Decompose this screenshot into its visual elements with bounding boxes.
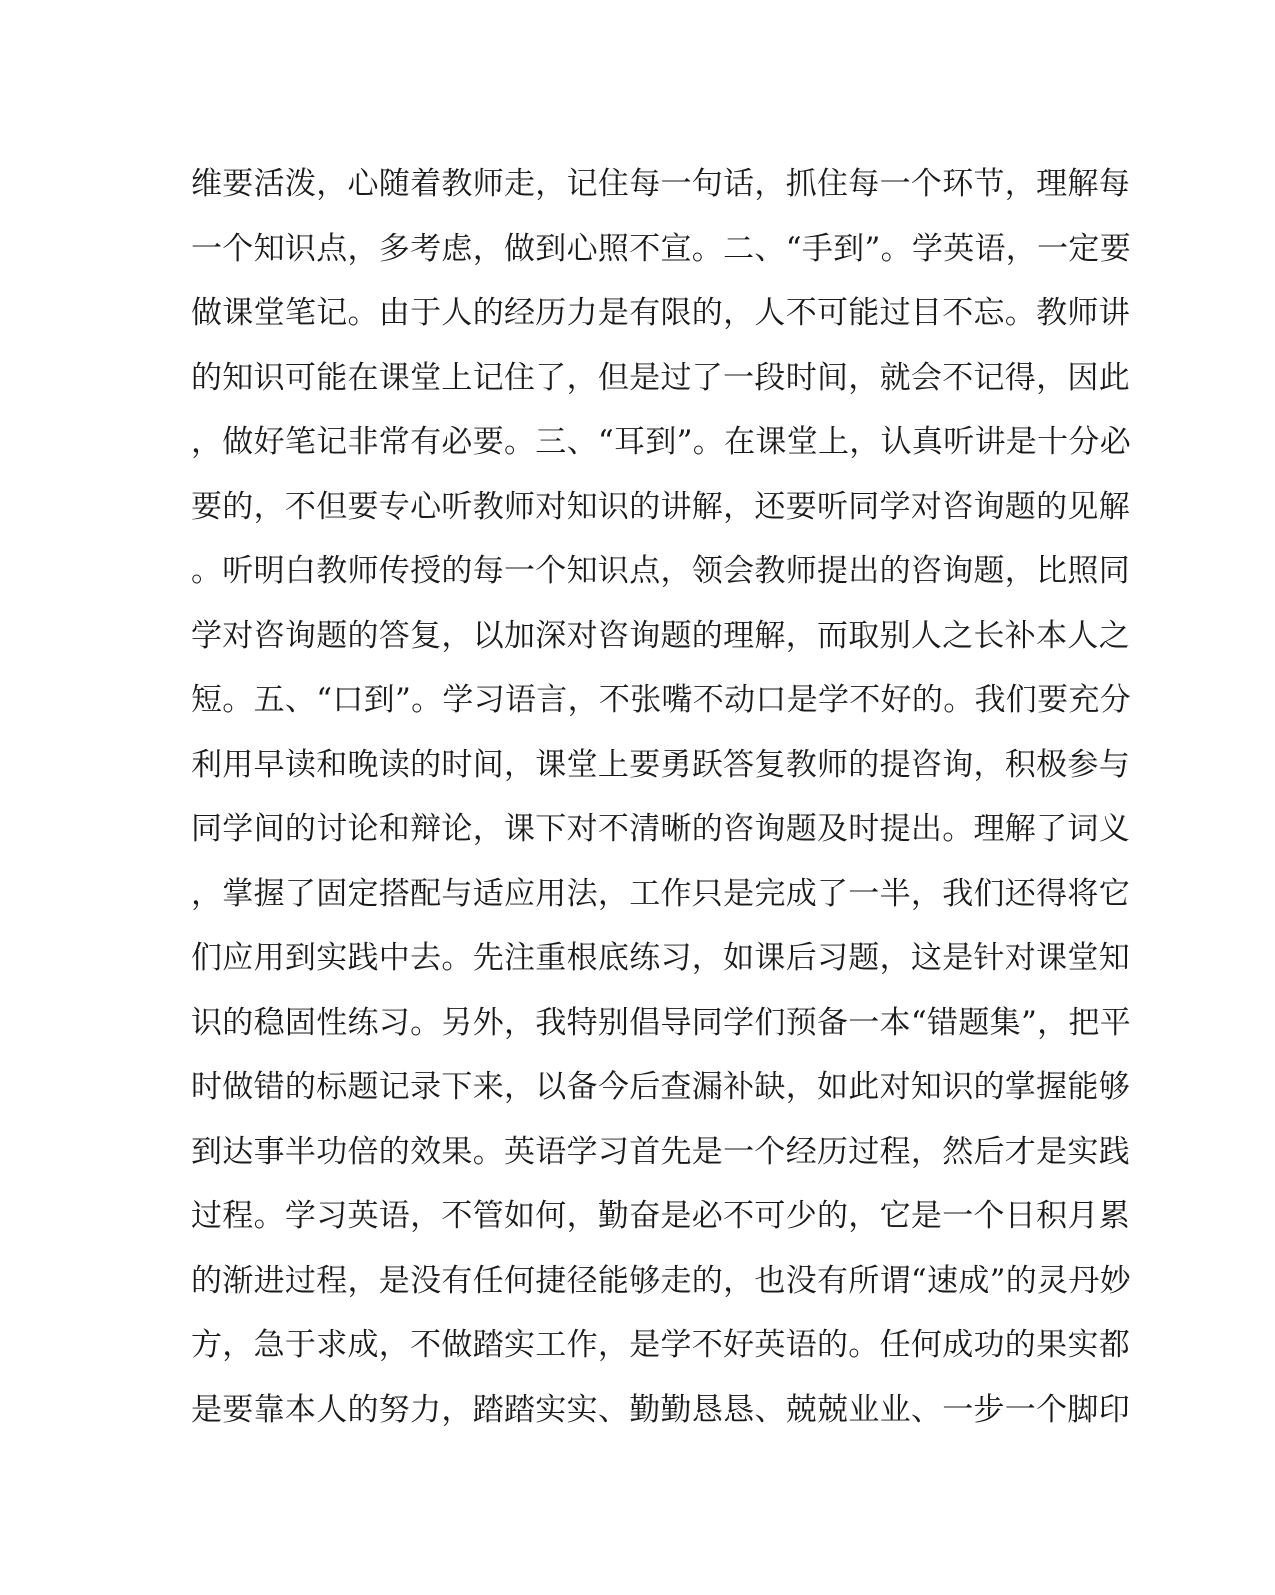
text-line: 一个知识点，多考虑，做到心照不宣。二、“手到”。学英语，一定要	[191, 230, 1131, 267]
text-line: 利用早读和晚读的时间，课堂上要勇跃答复教师的提咨询，积极参与	[191, 746, 1130, 783]
text-line: 短。五、“口到”。学习语言，不张嘴不动口是学不好的。我们要充分	[191, 682, 1131, 718]
body-text	[191, 152, 1131, 1442]
text-line: 识的稳固性练习。另外，我特别倡导同学们预备一本“错题集”，把平	[191, 1004, 1131, 1041]
text-line: 们应用到实践中去。先注重根底练习，如课后习题，这是针对课堂知	[191, 940, 1130, 976]
text-line: 同学间的讨论和辩论，课下对不清晰的咨询题及时提出。理解了词义	[191, 811, 1130, 847]
text-line: 过程。学习英语，不管如何，勤奋是必不可少的，它是一个日积月累	[191, 1198, 1130, 1234]
text-line: 要的，不但要专心听教师对知识的讲解，还要听同学对咨询题的见解	[191, 488, 1130, 525]
text-line: 。听明白教师传授的每一个知识点，领会教师提出的咨询题，比照同	[191, 553, 1130, 589]
text-line: 是要靠本人的努力，踏踏实实、勤勤恳恳、兢兢业业、一步一个脚印	[191, 1391, 1130, 1428]
text-line: 学对咨询题的答复，以加深对咨询题的理解，而取别人之长补本人之	[191, 617, 1130, 654]
text-line: 到达事半功倍的效果。英语学习首先是一个经历过程，然后才是实践	[191, 1133, 1130, 1170]
text-line: 的知识可能在课堂上记住了，但是过了一段时间，就会不记得，因此	[191, 359, 1130, 396]
text-line: 维要活泼，心随着教师走，记住每一句话，抓住每一个环节，理解每	[191, 166, 1130, 202]
text-line: 的渐进过程，是没有任何捷径能够走的，也没有所谓“速成”的灵丹妙	[191, 1262, 1131, 1299]
text-line: 时做错的标题记录下来，以备今后查漏补缺，如此对知识的掌握能够	[191, 1069, 1130, 1105]
text-line: 做课堂笔记。由于人的经历力是有限的，人不可能过目不忘。教师讲	[191, 295, 1130, 331]
text-line: 方，急于求成，不做踏实工作，是学不好英语的。任何成功的果实都	[191, 1327, 1130, 1363]
text-line: ，掌握了固定搭配与适应用法，工作只是完成了一半，我们还得将它	[191, 875, 1130, 912]
text-line: ，做好笔记非常有必要。三、“耳到”。在课堂上，认真听讲是十分必	[191, 424, 1131, 460]
